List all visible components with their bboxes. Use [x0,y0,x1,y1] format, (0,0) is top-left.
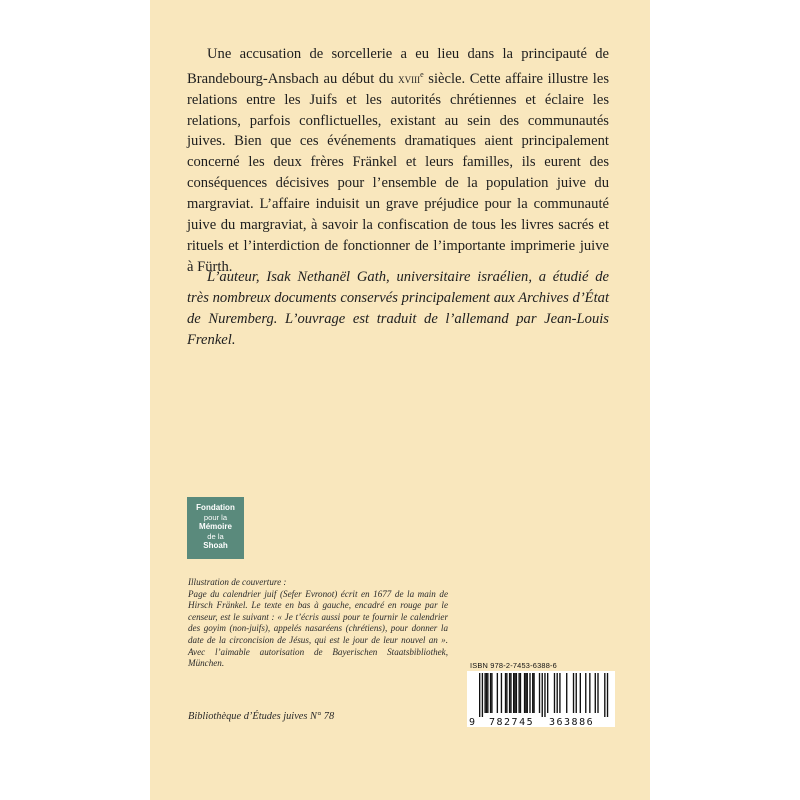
barcode-bar [487,673,488,713]
barcode-bar [514,673,515,713]
barcode-digits-left: 782745 [489,717,535,727]
summary-paragraph [187,44,609,278]
series-title: Bibliothèque d’Études juives N° 78 [188,711,335,722]
barcode-bar [573,673,574,713]
century-numeral: xviii [398,70,421,86]
summary-text [187,44,609,278]
author-note-text: L’auteur, Isak Nethanël Gath, universitaire israélien, a étudié de très nombreux documents conservés principalement aux Archives d’État de Nuremberg. L’ouvrage est traduit de l’allemand par Jean-Louis Frenkel. [187,269,609,348]
barcode-bar [580,673,581,713]
barcode-bar [576,673,577,713]
barcode-bar [491,673,492,713]
barcode-bar [518,673,519,713]
summary-part2: siècle. Cette affaire illustre les relations entre les Juifs et les autorités chrétiennes et éclaire les relations, parfois conflictuelles, existant au sein des communautés juives. Bien que ces événements dramatiques aient principalement concerné les deux frères Fränkel et leurs familles, ils eurent des conséquences décisives pour l’ensemble de la population juive du margraviat. L’affaire induisit un grave préjudice pour la communauté juive du margraviat, à savoir la confiscation de tous les livres sacrés et rituels et l’interdiction de fonctionner de l’importante imprimerie juive à Fürth. [187,70,609,275]
barcode-bar [585,673,586,713]
publisher-logo [187,497,244,559]
barcode-bar [490,673,491,713]
barcode-bar [604,673,605,717]
barcode-bar [509,673,510,713]
illustration-caption [188,577,448,670]
barcode-bar [557,673,558,713]
barcode-bar [532,673,533,713]
barcode-bar [510,673,511,713]
logo-line: pour la [203,512,228,522]
barcode-bar [525,673,526,713]
logo-line: Fondation [196,503,235,512]
logo-line: de la [207,531,224,541]
barcode-bar [547,673,548,713]
barcode-bar [566,673,567,713]
barcode-bar [529,673,530,713]
barcode-bar [505,673,506,713]
barcode-bar [589,673,590,713]
logo-line: Mémoire [199,522,232,532]
barcode-bar [501,673,502,713]
barcode-bar [520,673,521,713]
logo-line: Shoah [203,541,228,551]
barcode-bar [479,673,480,717]
barcode [467,671,615,727]
barcode-bar [597,673,598,713]
century-superscript: e [420,69,424,79]
isbn-block [467,661,615,727]
barcode-bar [539,673,540,713]
barcode-digits-right: 363886 [549,717,595,727]
barcode-bar [506,673,507,713]
barcode-bar [559,673,560,713]
isbn-label: ISBN 978-2-7453-6388-6 [470,661,557,670]
barcode-bar [527,673,528,713]
barcode-bar [554,673,555,713]
barcode-bar [516,673,517,713]
barcode-bar [524,673,525,713]
barcode-bar [595,673,596,713]
summary-part1: Une accusation de sorcellerie a eu lieu dans la principauté de Brandebourg-Ansbach au début du [187,46,609,87]
barcode-bar [533,673,534,713]
barcode-bar [513,673,514,713]
barcode-bar [542,673,543,717]
barcode-bar [497,673,498,713]
barcode-bar [486,673,487,713]
back-cover [150,0,650,800]
barcode-bar [544,673,545,717]
barcode-digit-first: 9 [469,717,476,727]
barcode-bar [484,673,485,713]
barcode-bar [607,673,608,717]
caption-title: Illustration de couverture : [188,577,287,587]
barcode-bar [482,673,483,717]
author-note [187,267,609,351]
caption-body: Page du calendrier juif (Sefer Evronot) écrit en 1677 de la main de Hirsch Fränkel. Le texte en bas à gauche, encadré en rouge par le censeur, est le suivant : « Je t’écris aussi pour te fournir le calendrier des goyim (non-juifs), appelés nasaréens (chrétiens), pour donner la date de la circoncision de Jésus, qui est le jour de leur nouvel an ». Avec l’aimable autorisation de Bayerischen Staatsbibliothek, München. [188,588,448,669]
